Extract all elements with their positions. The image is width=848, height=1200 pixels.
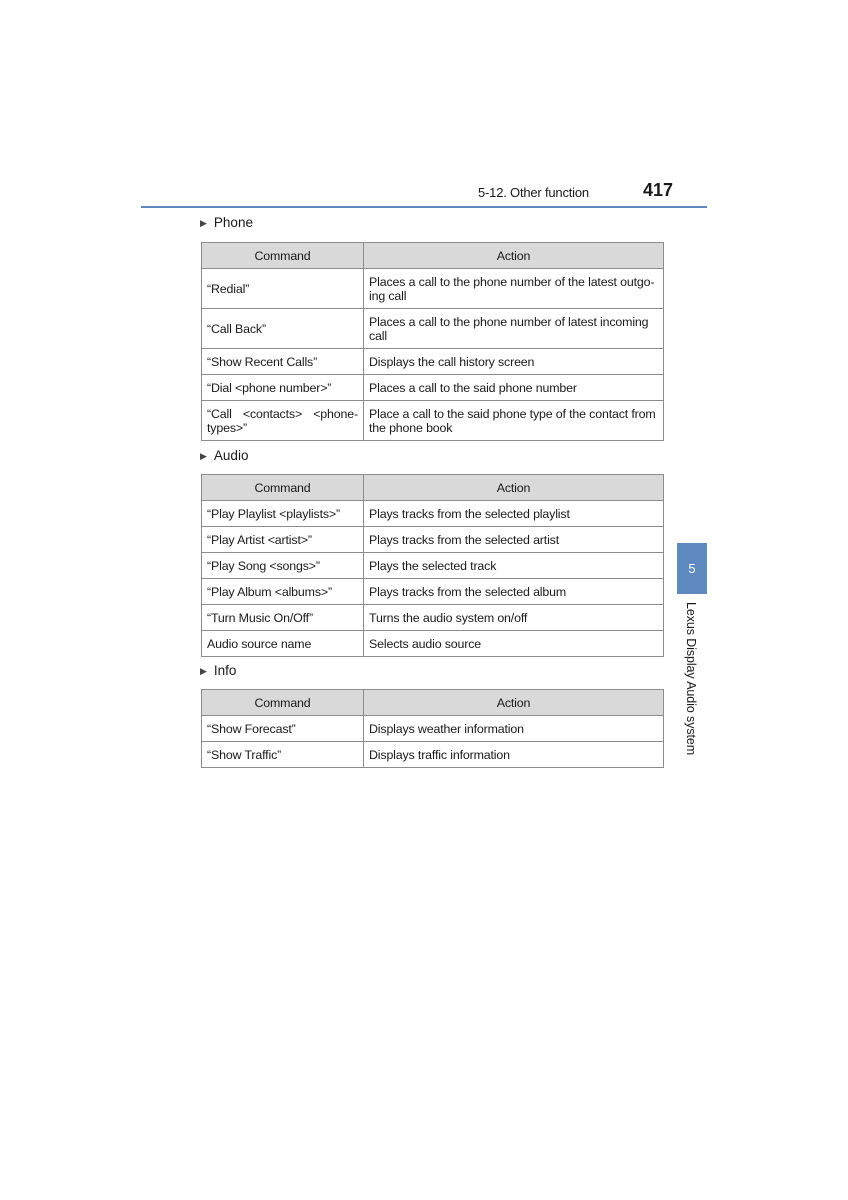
command-cell: “Show Recent Calls” [202,349,364,375]
section-heading-info [200,663,236,678]
table-row [202,605,664,631]
table-row [202,631,664,657]
section-heading-phone [200,215,253,230]
action-cell: Places a call to the phone number of the latest outgo-ing call [364,269,664,309]
command-cell: “Dial <phone number>” [202,375,364,401]
column-header-action: Action [364,243,664,269]
action-cell: Place a call to the said phone type of the contact from the phone book [364,401,664,441]
table-row [202,349,664,375]
triangle-bullet-icon: ▶ [200,666,207,676]
command-cell: Audio source name [202,631,364,657]
table-row [202,309,664,349]
action-cell: Plays tracks from the selected album [364,579,664,605]
chapter-title: Lexus Display Audio system [684,602,698,756]
command-cell: “Play Song <songs>” [202,553,364,579]
table-header-row [202,690,664,716]
info-command-table [201,689,664,768]
table-row [202,401,664,441]
table-row [202,553,664,579]
table-row [202,375,664,401]
table-row [202,742,664,768]
action-cell: Displays weather information [364,716,664,742]
table-row [202,269,664,309]
column-header-command: Command [202,243,364,269]
triangle-bullet-icon: ▶ [200,218,207,228]
phone-command-table [201,242,664,441]
action-cell: Places a call to the phone number of latest incoming call [364,309,664,349]
section-heading-label: Phone [213,215,253,230]
command-cell: “Play Artist <artist>” [202,527,364,553]
table-header-row [202,243,664,269]
section-heading-audio [200,448,248,463]
section-heading-label: Info [213,663,237,678]
audio-command-table [201,474,664,657]
command-cell: “Turn Music On/Off” [202,605,364,631]
column-header-command: Command [202,475,364,501]
column-header-action: Action [364,475,664,501]
table-row [202,716,664,742]
command-cell: “Play Album <albums>” [202,579,364,605]
section-heading-label: Audio [213,448,249,463]
chapter-tab [677,543,707,594]
action-cell: Turns the audio system on/off [364,605,664,631]
header-divider [141,206,707,208]
command-cell: “Show Forecast” [202,716,364,742]
command-cell: “Show Traffic” [202,742,364,768]
column-header-command: Command [202,690,364,716]
section-title: 5-12. Other function [478,185,589,200]
action-cell: Displays the call history screen [364,349,664,375]
command-cell: “Play Playlist <playlists>” [202,501,364,527]
table-row [202,579,664,605]
table-header-row [202,475,664,501]
action-cell: Selects audio source [364,631,664,657]
action-cell: Plays the selected track [364,553,664,579]
table-row [202,501,664,527]
column-header-action: Action [364,690,664,716]
table-row [202,527,664,553]
command-cell: “Redial” [202,269,364,309]
action-cell: Places a call to the said phone number [364,375,664,401]
page-number: 417 [643,180,674,200]
action-cell: Displays traffic information [364,742,664,768]
triangle-bullet-icon: ▶ [200,451,207,461]
chapter-number: 5 [688,561,696,576]
command-cell: “Call <contacts> <phone-types>” [202,401,364,441]
action-cell: Plays tracks from the selected playlist [364,501,664,527]
action-cell: Plays tracks from the selected artist [364,527,664,553]
command-cell: “Call Back” [202,309,364,349]
